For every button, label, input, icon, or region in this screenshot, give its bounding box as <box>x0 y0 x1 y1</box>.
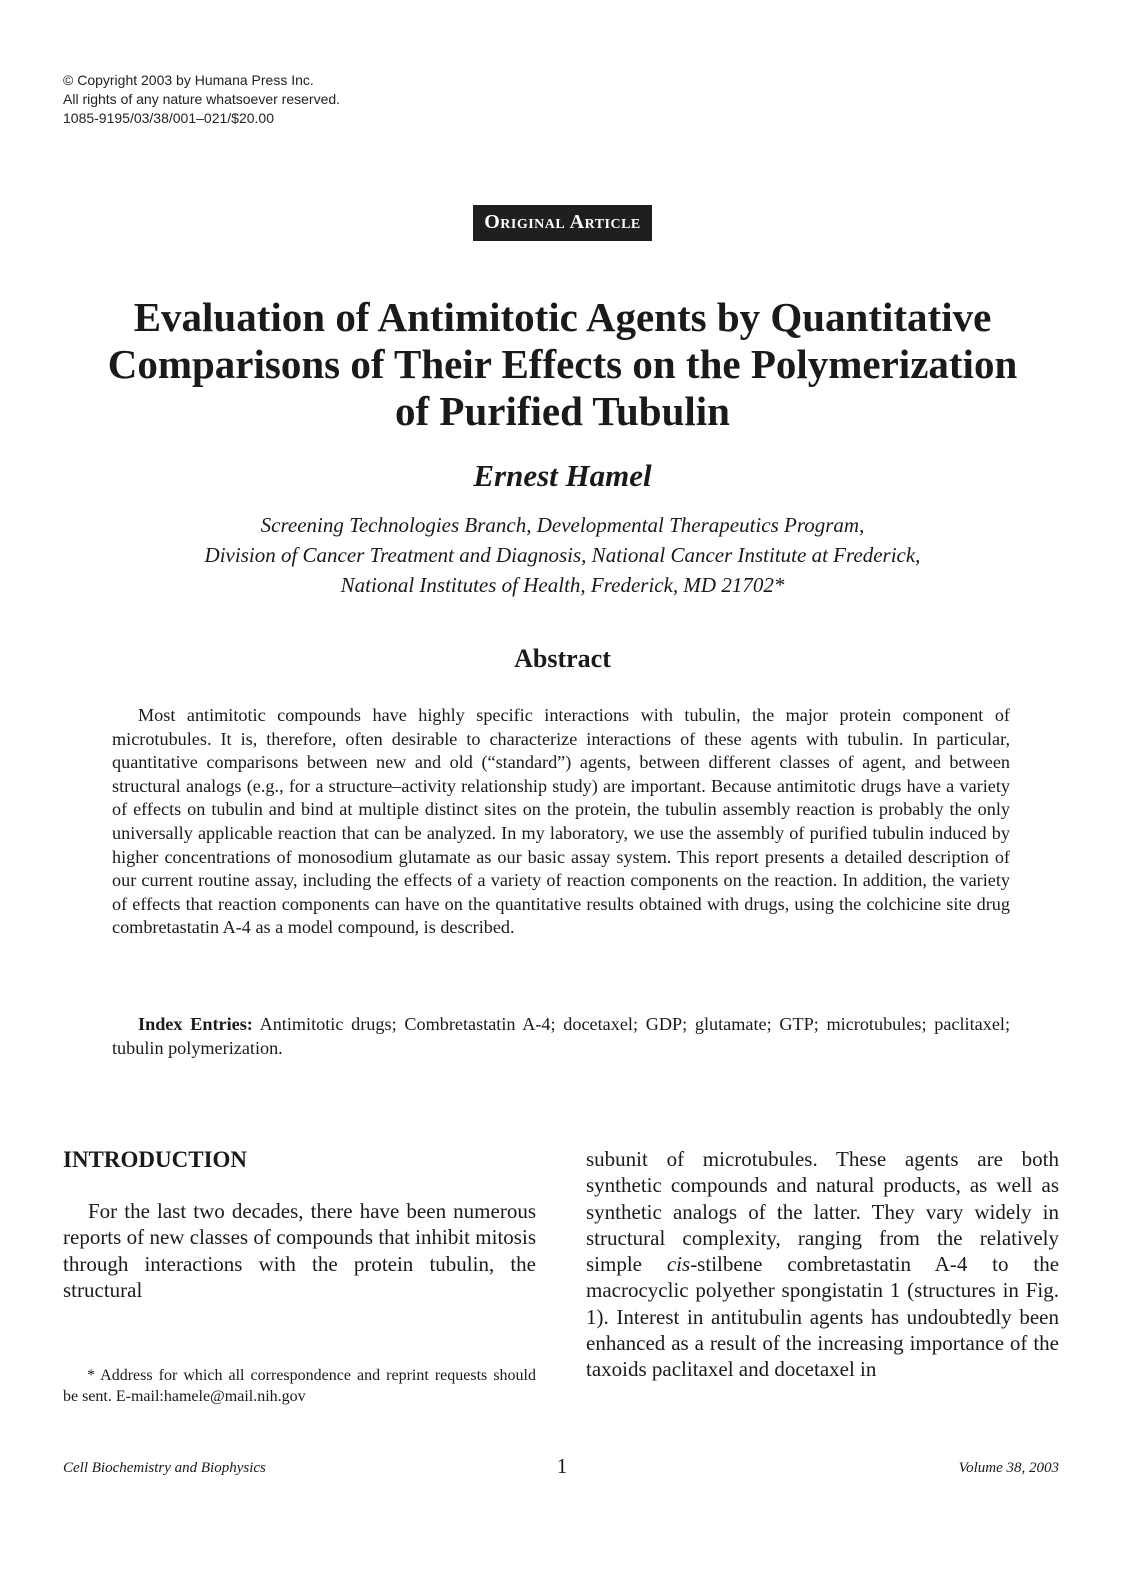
introduction-heading: INTRODUCTION <box>63 1147 248 1172</box>
title-line: Evaluation of Antimitotic Agents by Quantitative <box>133 294 992 340</box>
abstract-text: Most antimitotic compounds have highly specific interactions with tubulin, the major protein component of microtubules. It is, therefore, often desirable to characterize interactions of these agents with tubulin. In particular, quantitative comparisons between new and old (“standard”) agents, between different classes of agent, and between structural analogs (e.g., for a structure–activity relationship study) are important. Because antimitotic drugs have a variety of effects on tubulin and bind at multiple distinct sites on the protein, the tubulin assembly reaction is probably the only universally applicable reaction that can be analyzed. In my laboratory, we use the assembly of purified tubulin induced by higher concentrations of monosodium glutamate as our basic assay system. This report presents a detailed description of our current routine assay, including the effects of a variety of reaction components on the reaction. In addition, the variety of effects that reaction components can have on the quantitative results obtained with drugs, using the colchicine site drug combretastatin A-4 as a model compound, is described. <box>112 705 1010 938</box>
author-affiliation <box>40 510 1085 600</box>
index-entries-label: Index Entries: <box>138 1014 253 1034</box>
index-entries-text: Antimitotic drugs; Combretastatin A-4; docetaxel; GDP; glutamate; GTP; microtubules; paclitaxel; tubulin polymerization. <box>112 1014 1010 1058</box>
copyright-notice <box>63 71 340 128</box>
intro-text-part: -stilbene combretastatin A-4 to the macrocyclic polyether spongistatin 1 (structures in Fig. 1). Interest in antitubulin agents has undoubtedly been enhanced as a result of the increasing importance of the taxoids paclitaxel and docetaxel in <box>586 1252 1060 1382</box>
title-line: Comparisons of Their Effects on the Polymerization <box>107 341 1018 387</box>
rights-line: All rights of any nature whatsoever reserved. <box>63 91 341 107</box>
article-type-container <box>0 205 1125 241</box>
article-type-badge: Original Article <box>473 205 652 241</box>
article-title <box>40 294 1085 435</box>
title-line: of Purified Tubulin <box>395 388 730 434</box>
page-number: 1 <box>556 1454 568 1478</box>
introduction-column-1: For the last two decades, there have been numerous reports of new classes of compounds that inhibit mitosis through interactions with the protein tubulin, the structural <box>63 1199 536 1302</box>
abstract-heading: Abstract <box>514 644 611 673</box>
journal-name: Cell Biochemistry and Biophysics <box>63 1460 266 1476</box>
intro-italic-term: cis <box>666 1252 691 1277</box>
index-entries <box>112 1013 1010 1060</box>
introduction-column-2 <box>586 1146 1059 1383</box>
volume-info: Volume 38, 2003 <box>958 1460 1059 1476</box>
intro-text-part: subunit of microtubules. These agents are both synthetic compounds and natural products, as well as synthetic analogs of the latter. They vary widely in structural complexity, ranging from the relatively simple <box>586 1147 1059 1277</box>
author-name: Ernest Hamel <box>473 458 652 493</box>
issn-line: 1085-9195/03/38/001–021/$20.00 <box>63 110 274 126</box>
affiliation-line: National Institutes of Health, Frederick, MD 21702* <box>340 573 785 597</box>
correspondence-footnote: * Address for which all correspondence and reprint requests should be sent. E-mail:hamele@mail.nih.gov <box>63 1367 536 1405</box>
affiliation-line: Screening Technologies Branch, Developmental Therapeutics Program, <box>260 513 865 537</box>
copyright-line: © Copyright 2003 by Humana Press Inc. <box>63 72 314 88</box>
affiliation-line: Division of Cancer Treatment and Diagnosis, National Cancer Institute at Frederick, <box>204 543 921 567</box>
